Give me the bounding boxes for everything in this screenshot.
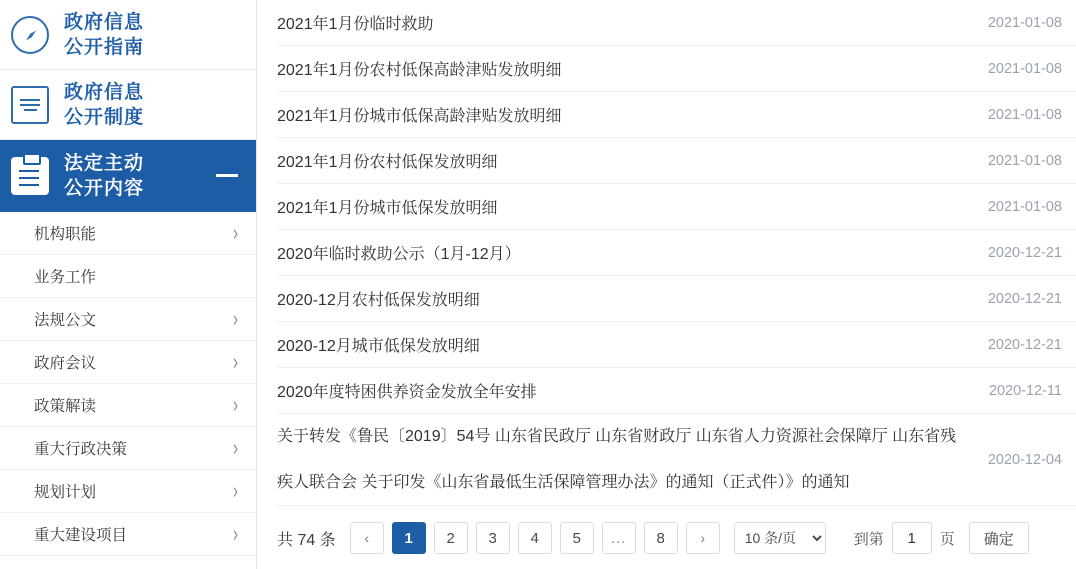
list-item[interactable]: [277, 46, 1076, 92]
list-item-date: 2020-12-21: [987, 336, 1062, 353]
list-item-title[interactable]: 2021年1月份城市低保发放明细: [277, 200, 498, 217]
sidebar-card-content-label: [64, 151, 144, 201]
sidebar-card-system[interactable]: [0, 70, 256, 140]
chevron-right-icon: ›: [233, 220, 238, 246]
jump-to-label: 到第: [853, 530, 884, 548]
chevron-right-icon: ›: [233, 392, 238, 418]
sidebar-item-zhengcejiedu[interactable]: [0, 384, 256, 427]
list-item-title[interactable]: 2020年度特困供养资金发放全年安排: [277, 384, 537, 401]
clipboard-icon: [8, 154, 52, 198]
chevron-right-icon: ›: [233, 349, 238, 375]
chevron-right-icon: ›: [233, 306, 238, 332]
list-item-title[interactable]: 2021年1月份城市低保高龄津贴发放明细: [277, 108, 562, 125]
list-item-title[interactable]: 2020-12月农村低保发放明细: [277, 292, 480, 309]
jump-unit-label: 页: [939, 530, 955, 548]
list-item[interactable]: [277, 414, 1076, 506]
prev-page-button[interactable]: ‹: [350, 522, 384, 554]
list-item-date: 2020-12-04: [987, 451, 1062, 468]
page-button-8[interactable]: 8: [644, 522, 678, 554]
sidebar-card-system-line1: 政府信息: [64, 81, 145, 103]
total-count: 共 74 条: [277, 531, 336, 549]
sidebar-card-system-line2: 公开制度: [64, 106, 145, 128]
list-item[interactable]: [277, 368, 1076, 414]
list-item-title[interactable]: 关于转发《鲁民〔2019〕54号 山东省民政厅 山东省财政厅 山东省人力资源社会保障厅 山东省残疾人联合会 关于印发《山东省最低生活保障管理办法》的通知（正式件）》的通知: [277, 427, 957, 491]
page-button-1[interactable]: 1: [392, 522, 426, 554]
list-item-date: 2021-01-08: [987, 152, 1062, 169]
sidebar-item-jigouzhineng[interactable]: [0, 212, 256, 255]
list-item-date: 2020-12-11: [988, 382, 1062, 399]
sidebar-item-label: 重大建设项目: [34, 527, 128, 544]
page-button-3[interactable]: 3: [476, 522, 510, 554]
sidebar-nav-list: [0, 212, 256, 556]
list-item[interactable]: [277, 322, 1076, 368]
sidebar-item-zhongdaxingzhengjuece[interactable]: [0, 427, 256, 470]
page-button-2[interactable]: 2: [434, 522, 468, 554]
jump-page-input[interactable]: [892, 522, 932, 554]
sidebar-card-content-line1: 法定主动: [64, 152, 145, 174]
list-item-title[interactable]: 2020年临时救助公示（1月-12月）: [277, 246, 521, 263]
list-item-date: 2021-01-08: [987, 60, 1062, 77]
next-page-button[interactable]: ›: [686, 522, 720, 554]
sidebar-item-zhongdajianshexiangmu[interactable]: [0, 513, 256, 556]
content-area: [257, 0, 1076, 569]
list-item[interactable]: [277, 230, 1076, 276]
chevron-right-icon: ›: [233, 478, 238, 504]
sidebar-item-label: 法规公文: [34, 312, 97, 329]
list-item[interactable]: [277, 0, 1076, 46]
confirm-button[interactable]: 确定: [969, 522, 1029, 554]
compass-icon: [8, 13, 52, 57]
list-item-date: 2020-12-21: [987, 244, 1062, 261]
page-button-5[interactable]: 5: [560, 522, 594, 554]
sidebar-card-guide[interactable]: [0, 0, 256, 70]
sidebar-item-label: 重大行政决策: [34, 441, 128, 458]
list-item-title[interactable]: 2021年1月份农村低保发放明细: [277, 154, 498, 171]
page-ellipsis[interactable]: ...: [602, 522, 636, 554]
list-item[interactable]: [277, 276, 1076, 322]
sidebar-item-faguigongwen[interactable]: [0, 298, 256, 341]
article-list: [277, 0, 1076, 506]
sidebar-item-yewugongzuo[interactable]: [0, 255, 256, 298]
sidebar: [0, 0, 256, 569]
pagination: [277, 512, 1076, 564]
sidebar-item-guihuajihua[interactable]: [0, 470, 256, 513]
sidebar-card-system-label: [64, 80, 144, 130]
sidebar-card-content-line2: 公开内容: [64, 177, 145, 199]
sidebar-item-label: 政府会议: [34, 355, 97, 372]
sidebar-card-guide-line1: 政府信息: [64, 11, 145, 33]
sidebar-item-label: 规划计划: [34, 484, 97, 501]
list-item-title[interactable]: 2021年1月份临时救助: [277, 16, 434, 33]
sidebar-item-label: 机构职能: [34, 226, 97, 243]
document-icon: [8, 83, 52, 127]
sidebar-item-zhengfuhuiyi[interactable]: [0, 341, 256, 384]
list-item-date: 2020-12-21: [987, 290, 1062, 307]
list-item-date: 2021-01-08: [987, 198, 1062, 215]
page-size-select[interactable]: [734, 522, 826, 554]
list-item[interactable]: [277, 92, 1076, 138]
list-item-date: 2021-01-08: [987, 106, 1062, 123]
list-item-title[interactable]: 2021年1月份农村低保高龄津贴发放明细: [277, 62, 562, 79]
sidebar-item-label: 业务工作: [34, 269, 97, 286]
list-item-title[interactable]: 2020-12月城市低保发放明细: [277, 338, 480, 355]
list-item-date: 2021-01-08: [987, 14, 1062, 31]
list-item[interactable]: [277, 138, 1076, 184]
page-button-4[interactable]: 4: [518, 522, 552, 554]
sidebar-card-content[interactable]: [0, 140, 256, 212]
sidebar-card-guide-label: [64, 10, 144, 60]
sidebar-card-guide-line2: 公开指南: [64, 36, 145, 58]
sidebar-item-label: 政策解读: [34, 398, 97, 415]
list-item[interactable]: [277, 184, 1076, 230]
chevron-right-icon: ›: [233, 435, 238, 461]
collapse-minus-icon[interactable]: [216, 174, 238, 177]
chevron-right-icon: ›: [233, 521, 238, 547]
